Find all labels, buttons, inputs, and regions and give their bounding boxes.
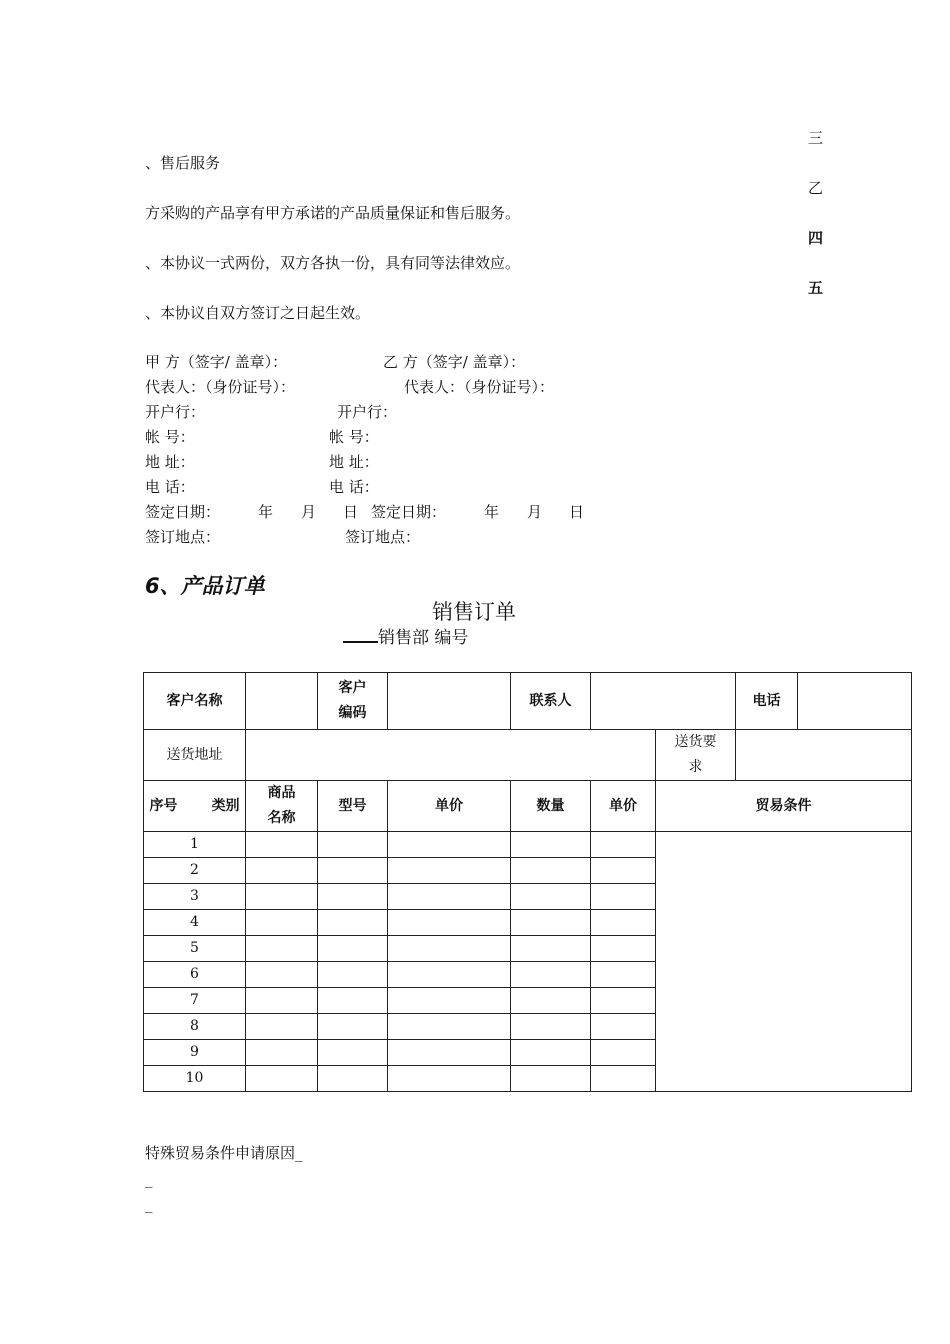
delivery-address-label: 送货地址 xyxy=(144,730,246,781)
clause-four: 、本协议一式两份，双方各执一份，具有同等法律效应。 xyxy=(145,254,521,272)
price-cell[interactable] xyxy=(388,988,511,1014)
price2-cell[interactable] xyxy=(591,884,656,910)
order-subtitle-text: 销售部 编号 xyxy=(378,628,469,648)
signature-date-row xyxy=(145,501,745,526)
customer-name-cell[interactable] xyxy=(246,673,318,730)
phone-cell[interactable] xyxy=(798,673,912,730)
date-b-month: 月 xyxy=(527,503,543,521)
phone-a-label: 电 话： xyxy=(145,478,195,496)
date-a-year: 年 xyxy=(258,503,274,521)
delivery-row xyxy=(144,730,912,781)
price2-cell[interactable] xyxy=(591,988,656,1014)
side-marker-three: 三 xyxy=(808,129,824,147)
signature-account-row xyxy=(145,426,745,451)
product-name-header-line1: 商品 xyxy=(267,785,296,801)
phone-b-label: 电 话： xyxy=(329,478,379,496)
price-cell[interactable] xyxy=(388,1040,511,1066)
product-cell[interactable] xyxy=(246,832,318,858)
trade-terms-cell[interactable] xyxy=(656,832,912,1092)
delivery-req-cell[interactable] xyxy=(736,730,912,781)
price-cell[interactable] xyxy=(388,962,511,988)
date-a-day: 日 xyxy=(343,503,359,521)
price-cell[interactable] xyxy=(388,936,511,962)
quantity-cell[interactable] xyxy=(511,1040,591,1066)
order-subtitle xyxy=(343,623,468,648)
product-name-header xyxy=(246,781,318,832)
price-cell[interactable] xyxy=(388,1014,511,1040)
quantity-cell[interactable] xyxy=(511,1014,591,1040)
date-a-label: 签定日期： xyxy=(145,503,221,521)
signature-address-row xyxy=(145,451,745,476)
quantity-cell[interactable] xyxy=(511,858,591,884)
delivery-req-label xyxy=(656,730,736,781)
row-number: 5 xyxy=(144,936,246,962)
price2-cell[interactable] xyxy=(591,910,656,936)
date-b-day: 日 xyxy=(569,503,585,521)
rep-b-label: 代表人：（身份证号）： xyxy=(404,378,555,396)
address-a-label: 地 址： xyxy=(145,453,195,471)
phone-label: 电话 xyxy=(736,673,798,730)
product-cell[interactable] xyxy=(246,1014,318,1040)
account-b-label: 帐 号： xyxy=(329,428,379,446)
quantity-cell[interactable] xyxy=(511,936,591,962)
row-number: 7 xyxy=(144,988,246,1014)
product-cell[interactable] xyxy=(246,1040,318,1066)
customer-name-label: 客户名称 xyxy=(144,673,246,730)
delivery-req-line2: 求 xyxy=(688,759,703,775)
signature-party-row xyxy=(145,351,745,376)
special-terms-reason: 特殊贸易条件申请原因_ xyxy=(145,1144,303,1162)
model-cell[interactable] xyxy=(318,832,388,858)
row-number: 6 xyxy=(144,962,246,988)
price-cell[interactable] xyxy=(388,884,511,910)
price-cell[interactable] xyxy=(388,832,511,858)
unit-price-header: 单价 xyxy=(388,781,511,832)
price2-cell[interactable] xyxy=(591,1066,656,1092)
price2-cell[interactable] xyxy=(591,858,656,884)
order-title: 销售订单 xyxy=(432,600,516,624)
contact-cell[interactable] xyxy=(591,673,736,730)
product-cell[interactable] xyxy=(246,884,318,910)
after-sales-title: 、售后服务 xyxy=(145,154,221,172)
customer-code-label-line1: 客户 xyxy=(338,680,367,696)
customer-code-label-line2: 编码 xyxy=(338,705,367,721)
quantity-cell[interactable] xyxy=(511,962,591,988)
delivery-req-line1: 送货要 xyxy=(674,734,717,750)
price2-cell[interactable] xyxy=(591,1014,656,1040)
sales-order-table xyxy=(143,672,912,1092)
product-cell[interactable] xyxy=(246,988,318,1014)
signature-place-row xyxy=(145,526,745,551)
seq-header: 序号 xyxy=(149,797,178,814)
address-b-label: 地 址： xyxy=(329,453,379,471)
quantity-cell[interactable] xyxy=(511,1066,591,1092)
price-cell[interactable] xyxy=(388,858,511,884)
row-number: 9 xyxy=(144,1040,246,1066)
footer-blank-line-2: _ xyxy=(145,1195,153,1213)
price2-cell[interactable] xyxy=(591,832,656,858)
row-number: 2 xyxy=(144,858,246,884)
clause-five: 、本协议自双方签订之日起生效。 xyxy=(145,304,371,322)
model-cell[interactable] xyxy=(318,962,388,988)
unit-price-header-2: 单价 xyxy=(591,781,656,832)
quantity-cell[interactable] xyxy=(511,884,591,910)
quantity-cell[interactable] xyxy=(511,988,591,1014)
price2-cell[interactable] xyxy=(591,962,656,988)
table-row xyxy=(144,832,912,858)
date-a-month: 月 xyxy=(301,503,317,521)
product-cell[interactable] xyxy=(246,1066,318,1092)
product-cell[interactable] xyxy=(246,962,318,988)
date-b-label: 签定日期： xyxy=(371,503,447,521)
model-cell[interactable] xyxy=(318,1014,388,1040)
side-marker-four: 四 xyxy=(808,229,824,247)
party-b-label: 乙 方（签字/ 盖章）： xyxy=(383,353,526,371)
date-b-year: 年 xyxy=(484,503,500,521)
party-a-label: 甲 方（签字/ 盖章）： xyxy=(145,353,288,371)
row-number: 10 xyxy=(144,1066,246,1092)
bank-a-label: 开户行： xyxy=(145,403,206,421)
delivery-address-cell[interactable] xyxy=(246,730,656,781)
quantity-cell[interactable] xyxy=(511,832,591,858)
row-number: 3 xyxy=(144,884,246,910)
customer-code-label xyxy=(318,673,388,730)
model-cell[interactable] xyxy=(318,858,388,884)
model-cell[interactable] xyxy=(318,936,388,962)
model-cell[interactable] xyxy=(318,910,388,936)
signature-phone-row xyxy=(145,476,745,501)
side-marker-yi: 乙 xyxy=(808,179,824,197)
contact-label: 联系人 xyxy=(511,673,591,730)
bank-b-label: 开户行： xyxy=(337,403,398,421)
product-cell[interactable] xyxy=(246,910,318,936)
footer-blank-line-1: _ xyxy=(145,1170,153,1188)
quantity-header: 数量 xyxy=(511,781,591,832)
product-cell[interactable] xyxy=(246,858,318,884)
account-a-label: 帐 号： xyxy=(145,428,195,446)
row-number: 4 xyxy=(144,910,246,936)
trade-terms-header: 贸易条件 xyxy=(656,781,912,832)
category-header: 类别 xyxy=(211,797,240,814)
side-marker-five: 五 xyxy=(808,279,824,297)
model-cell[interactable] xyxy=(318,884,388,910)
model-cell[interactable] xyxy=(318,988,388,1014)
place-b-label: 签订地点： xyxy=(345,528,421,546)
product-cell[interactable] xyxy=(246,936,318,962)
signature-bank-row xyxy=(145,401,745,426)
model-cell[interactable] xyxy=(318,1040,388,1066)
customer-row xyxy=(144,673,912,730)
signature-rep-row xyxy=(145,376,745,401)
price-cell[interactable] xyxy=(388,1066,511,1092)
row-number: 1 xyxy=(144,832,246,858)
row-number: 8 xyxy=(144,1014,246,1040)
department-blank xyxy=(343,627,378,643)
after-sales-text: 方采购的产品享有甲方承诺的产品质量保证和售后服务。 xyxy=(145,204,521,222)
customer-code-cell[interactable] xyxy=(388,673,511,730)
product-name-header-line2: 名称 xyxy=(267,810,296,826)
price2-cell[interactable] xyxy=(591,936,656,962)
place-a-label: 签订地点： xyxy=(145,528,221,546)
column-header-row xyxy=(144,781,912,832)
model-header: 型号 xyxy=(318,781,388,832)
price-cell[interactable] xyxy=(388,910,511,936)
model-cell[interactable] xyxy=(318,1066,388,1092)
section-heading: 6、产品订单 xyxy=(145,574,265,598)
quantity-cell[interactable] xyxy=(511,910,591,936)
rep-a-label: 代表人：（身份证号）： xyxy=(145,378,296,396)
seq-category-header xyxy=(144,781,246,832)
price2-cell[interactable] xyxy=(591,1040,656,1066)
